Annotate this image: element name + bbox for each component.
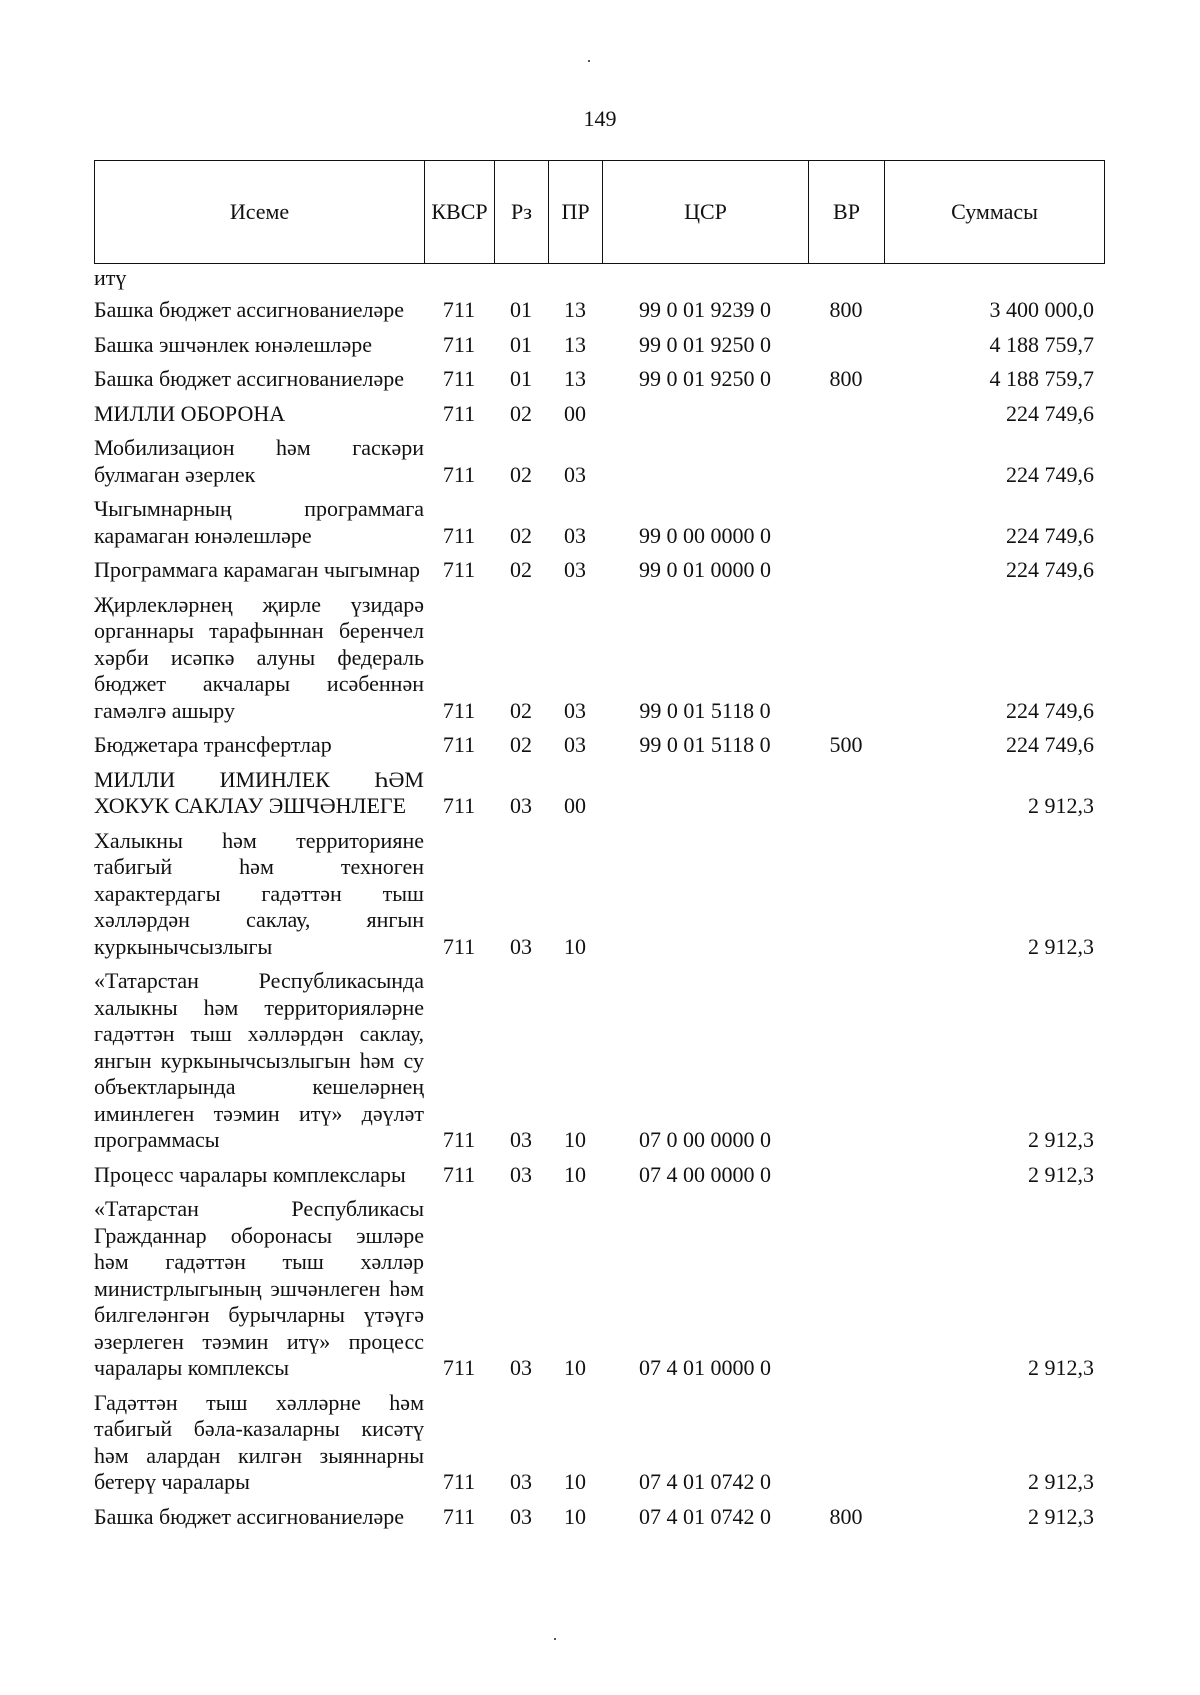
cell-pr: 10	[564, 933, 586, 959]
table-row	[94, 398, 1104, 433]
cell-vr	[808, 432, 884, 493]
cell-vr: 800	[829, 1503, 863, 1529]
table-row	[94, 1501, 1104, 1536]
cell-csr: 99 0 00 0000 0	[639, 522, 771, 548]
cell-name: МИЛЛИ ОБОРОНА	[94, 400, 286, 426]
cell-sum: 2 912,3	[1028, 1161, 1094, 1187]
cell-csr	[602, 432, 808, 493]
cell-vr	[808, 1193, 884, 1387]
cell-vr	[808, 554, 884, 589]
cell-name: Процесс чаралары комплекслары	[94, 1161, 406, 1187]
cell-pr: 13	[564, 331, 586, 357]
cell-vr: 500	[829, 732, 863, 757]
cell-csr: 99 0 01 0000 0	[639, 557, 771, 582]
cell-name: Гадәттән тыш хәлләрне һәм табигый бәла-казаларны кисәтү һәм алардан килгән зыяннарны бетерү чаралары	[94, 1389, 424, 1494]
cell-csr	[602, 825, 808, 966]
budget-table-body	[94, 294, 1104, 1535]
table-row	[94, 363, 1104, 398]
cell-pr: 10	[564, 1503, 586, 1529]
cell-csr: 07 0 00 0000 0	[639, 1127, 771, 1152]
cell-kvsr: 711	[442, 522, 476, 548]
cell-rz: 02	[510, 732, 532, 757]
cell-pr: 03	[564, 557, 586, 582]
cell-kvsr: 711	[442, 793, 476, 818]
column-header-rz: Рз	[495, 161, 549, 264]
column-header-kvsr: КВСР	[425, 161, 495, 264]
cell-pr: 03	[564, 522, 586, 548]
column-header-pr: ПР	[549, 161, 603, 264]
cell-csr	[602, 398, 808, 433]
table-row	[94, 1387, 1104, 1501]
cell-name: Бюджетара трансфертлар	[94, 732, 332, 757]
cell-rz: 03	[510, 793, 532, 818]
cell-kvsr: 711	[442, 933, 476, 959]
cell-kvsr: 711	[442, 697, 476, 723]
cell-sum: 224 749,6	[1006, 557, 1094, 582]
cell-rz: 02	[510, 557, 532, 582]
cell-rz: 03	[510, 1469, 532, 1494]
cell-vr	[808, 329, 884, 364]
cell-csr: 07 4 01 0742 0	[639, 1469, 771, 1494]
column-header-name: Исеме	[95, 161, 425, 264]
budget-document	[94, 160, 1104, 1535]
cell-csr: 99 0 01 9239 0	[639, 297, 771, 322]
cell-sum: 3 400 000,0	[989, 297, 1094, 322]
cell-name: «Татарстан Республикасы Гражданнар оборонасы эшләре һәм гадәттән тыш хәлләр министрлыгының эшчәнлеген һәм билгеләнгән бурычларны үтәүгә әзерлеген тәэмин итү» процесс чаралары комплексы	[94, 1196, 424, 1380]
cell-name: МИЛЛИ ИМИНЛЕК ҺӘМ ХОКУК САКЛАУ ЭШЧӘНЛЕГЕ	[94, 766, 424, 818]
cell-kvsr: 711	[442, 297, 476, 322]
table-rows	[94, 294, 1104, 1535]
table-row	[94, 432, 1104, 493]
cell-sum: 2 912,3	[1028, 1127, 1094, 1152]
table-row	[94, 1159, 1104, 1194]
cell-rz: 02	[510, 522, 532, 548]
scan-speck-top	[588, 60, 590, 62]
cell-pr: 10	[564, 1127, 586, 1152]
cell-name: Башка эшчәнлек юнәлешләре	[94, 331, 373, 357]
table-row	[94, 493, 1104, 554]
cell-sum: 2 912,3	[1028, 933, 1094, 959]
table-header	[94, 160, 1105, 264]
cell-sum: 224 749,6	[1006, 732, 1094, 757]
page-number: 149	[583, 106, 617, 131]
cell-csr: 99 0 01 9250 0	[639, 331, 771, 357]
cell-rz: 02	[510, 461, 532, 487]
cell-sum: 2 912,3	[1028, 1503, 1094, 1529]
cell-vr	[808, 1159, 884, 1194]
scan-speck-bottom	[554, 1638, 556, 1640]
cell-vr	[808, 1387, 884, 1501]
table-row	[94, 329, 1104, 364]
cell-vr	[808, 764, 884, 825]
cell-name: Башка бюджет ассигнованиеләре	[94, 366, 404, 391]
cell-rz: 03	[510, 1161, 532, 1187]
cell-sum: 224 749,6	[1006, 522, 1094, 548]
cell-rz: 03	[510, 933, 532, 959]
cell-kvsr: 711	[442, 1161, 476, 1187]
cell-csr: 99 0 01 5118 0	[639, 697, 771, 723]
cell-pr: 10	[564, 1355, 586, 1380]
cell-rz: 01	[510, 331, 532, 357]
table-row	[94, 554, 1104, 589]
cell-csr	[602, 764, 808, 825]
cell-name: Җирлекләрнең җирле үзидарә органнары тарафыннан беренчел хәрби исәпкә алуны федераль бюджет акчалары исәбеннән гамәлгә ашыру	[94, 591, 424, 723]
cell-rz: 03	[510, 1355, 532, 1380]
column-header-csr: ЦСР	[603, 161, 809, 264]
cell-pr: 00	[564, 793, 586, 818]
cell-name: Башка бюджет ассигнованиеләре	[94, 297, 404, 322]
column-header-sum: Суммасы	[885, 161, 1105, 264]
cell-sum: 4 188 759,7	[989, 366, 1094, 391]
cell-kvsr: 711	[442, 1469, 476, 1494]
table-row	[94, 825, 1104, 966]
column-header-vr: ВР	[809, 161, 885, 264]
cell-pr: 03	[564, 697, 586, 723]
cell-sum: 4 188 759,7	[989, 331, 1094, 357]
cell-kvsr: 711	[442, 1503, 476, 1529]
cell-csr: 99 0 01 9250 0	[639, 366, 771, 391]
table-row	[94, 965, 1104, 1159]
cell-sum: 2 912,3	[1028, 793, 1094, 818]
cell-kvsr: 711	[442, 331, 476, 357]
cell-pr: 03	[564, 461, 586, 487]
table-row	[94, 729, 1104, 764]
cell-name: Башка бюджет ассигнованиеләре	[94, 1503, 404, 1529]
cell-rz: 03	[510, 1503, 532, 1529]
cell-name: Программага карамаган чыгымнар	[94, 557, 421, 582]
cell-kvsr: 711	[442, 1355, 476, 1380]
cell-sum: 2 912,3	[1028, 1469, 1094, 1494]
cell-vr	[808, 398, 884, 433]
cell-kvsr: 711	[442, 1127, 476, 1152]
table-row	[94, 764, 1104, 825]
cell-name: «Татарстан Республикасында халыкны һәм территорияләрне гадәттән тыш хәлләрдән саклау, янгын куркынычсызлыгын һәм су объектларында кешеләрнең иминлеген тәэмин итү» дәүләт программасы	[94, 968, 424, 1152]
cell-kvsr: 711	[442, 732, 476, 757]
cell-pr: 03	[564, 732, 586, 757]
cell-kvsr: 711	[442, 400, 476, 426]
cell-sum: 224 749,6	[1006, 461, 1094, 487]
cell-vr	[808, 589, 884, 730]
cell-vr: 800	[829, 297, 863, 322]
cell-pr: 13	[564, 297, 586, 322]
cell-kvsr: 711	[442, 461, 476, 487]
cell-sum: 224 749,6	[1006, 400, 1094, 426]
cell-rz: 01	[510, 297, 532, 322]
cell-sum: 224 749,6	[1006, 697, 1094, 723]
cell-csr: 99 0 01 5118 0	[639, 732, 771, 757]
cell-pr: 00	[564, 400, 586, 426]
cell-name: Чыгымнарның программага карамаган юнәлешләре	[94, 496, 424, 548]
cell-rz: 03	[510, 1127, 532, 1152]
cell-csr: 07 4 01 0742 0	[639, 1503, 771, 1529]
table-row	[94, 294, 1104, 329]
cell-name: Мобилизацион һәм гаскәри булмаган әзерлек	[94, 435, 424, 487]
cell-rz: 02	[510, 400, 532, 426]
cell-pr: 10	[564, 1161, 586, 1187]
cell-kvsr: 711	[442, 366, 476, 391]
table-row	[94, 589, 1104, 730]
cell-vr	[808, 825, 884, 966]
cell-pr: 10	[564, 1469, 586, 1494]
cell-vr	[808, 965, 884, 1159]
table-row	[94, 1193, 1104, 1387]
cell-kvsr: 711	[442, 557, 476, 582]
cell-rz: 01	[510, 366, 532, 391]
cell-pr: 13	[564, 366, 586, 391]
cell-csr: 07 4 00 0000 0	[639, 1161, 771, 1187]
cell-name: Халыкны һәм территорияне табигый һәм техноген характердагы гадәттән тыш хәлләрдән саклау, янгын куркынычсызлыгы	[94, 827, 424, 959]
continued-text: итү	[94, 265, 127, 290]
cell-csr: 07 4 01 0000 0	[639, 1355, 771, 1380]
cell-rz: 02	[510, 697, 532, 723]
cell-vr: 800	[829, 366, 863, 391]
cell-vr	[808, 493, 884, 554]
cell-sum: 2 912,3	[1028, 1355, 1094, 1380]
